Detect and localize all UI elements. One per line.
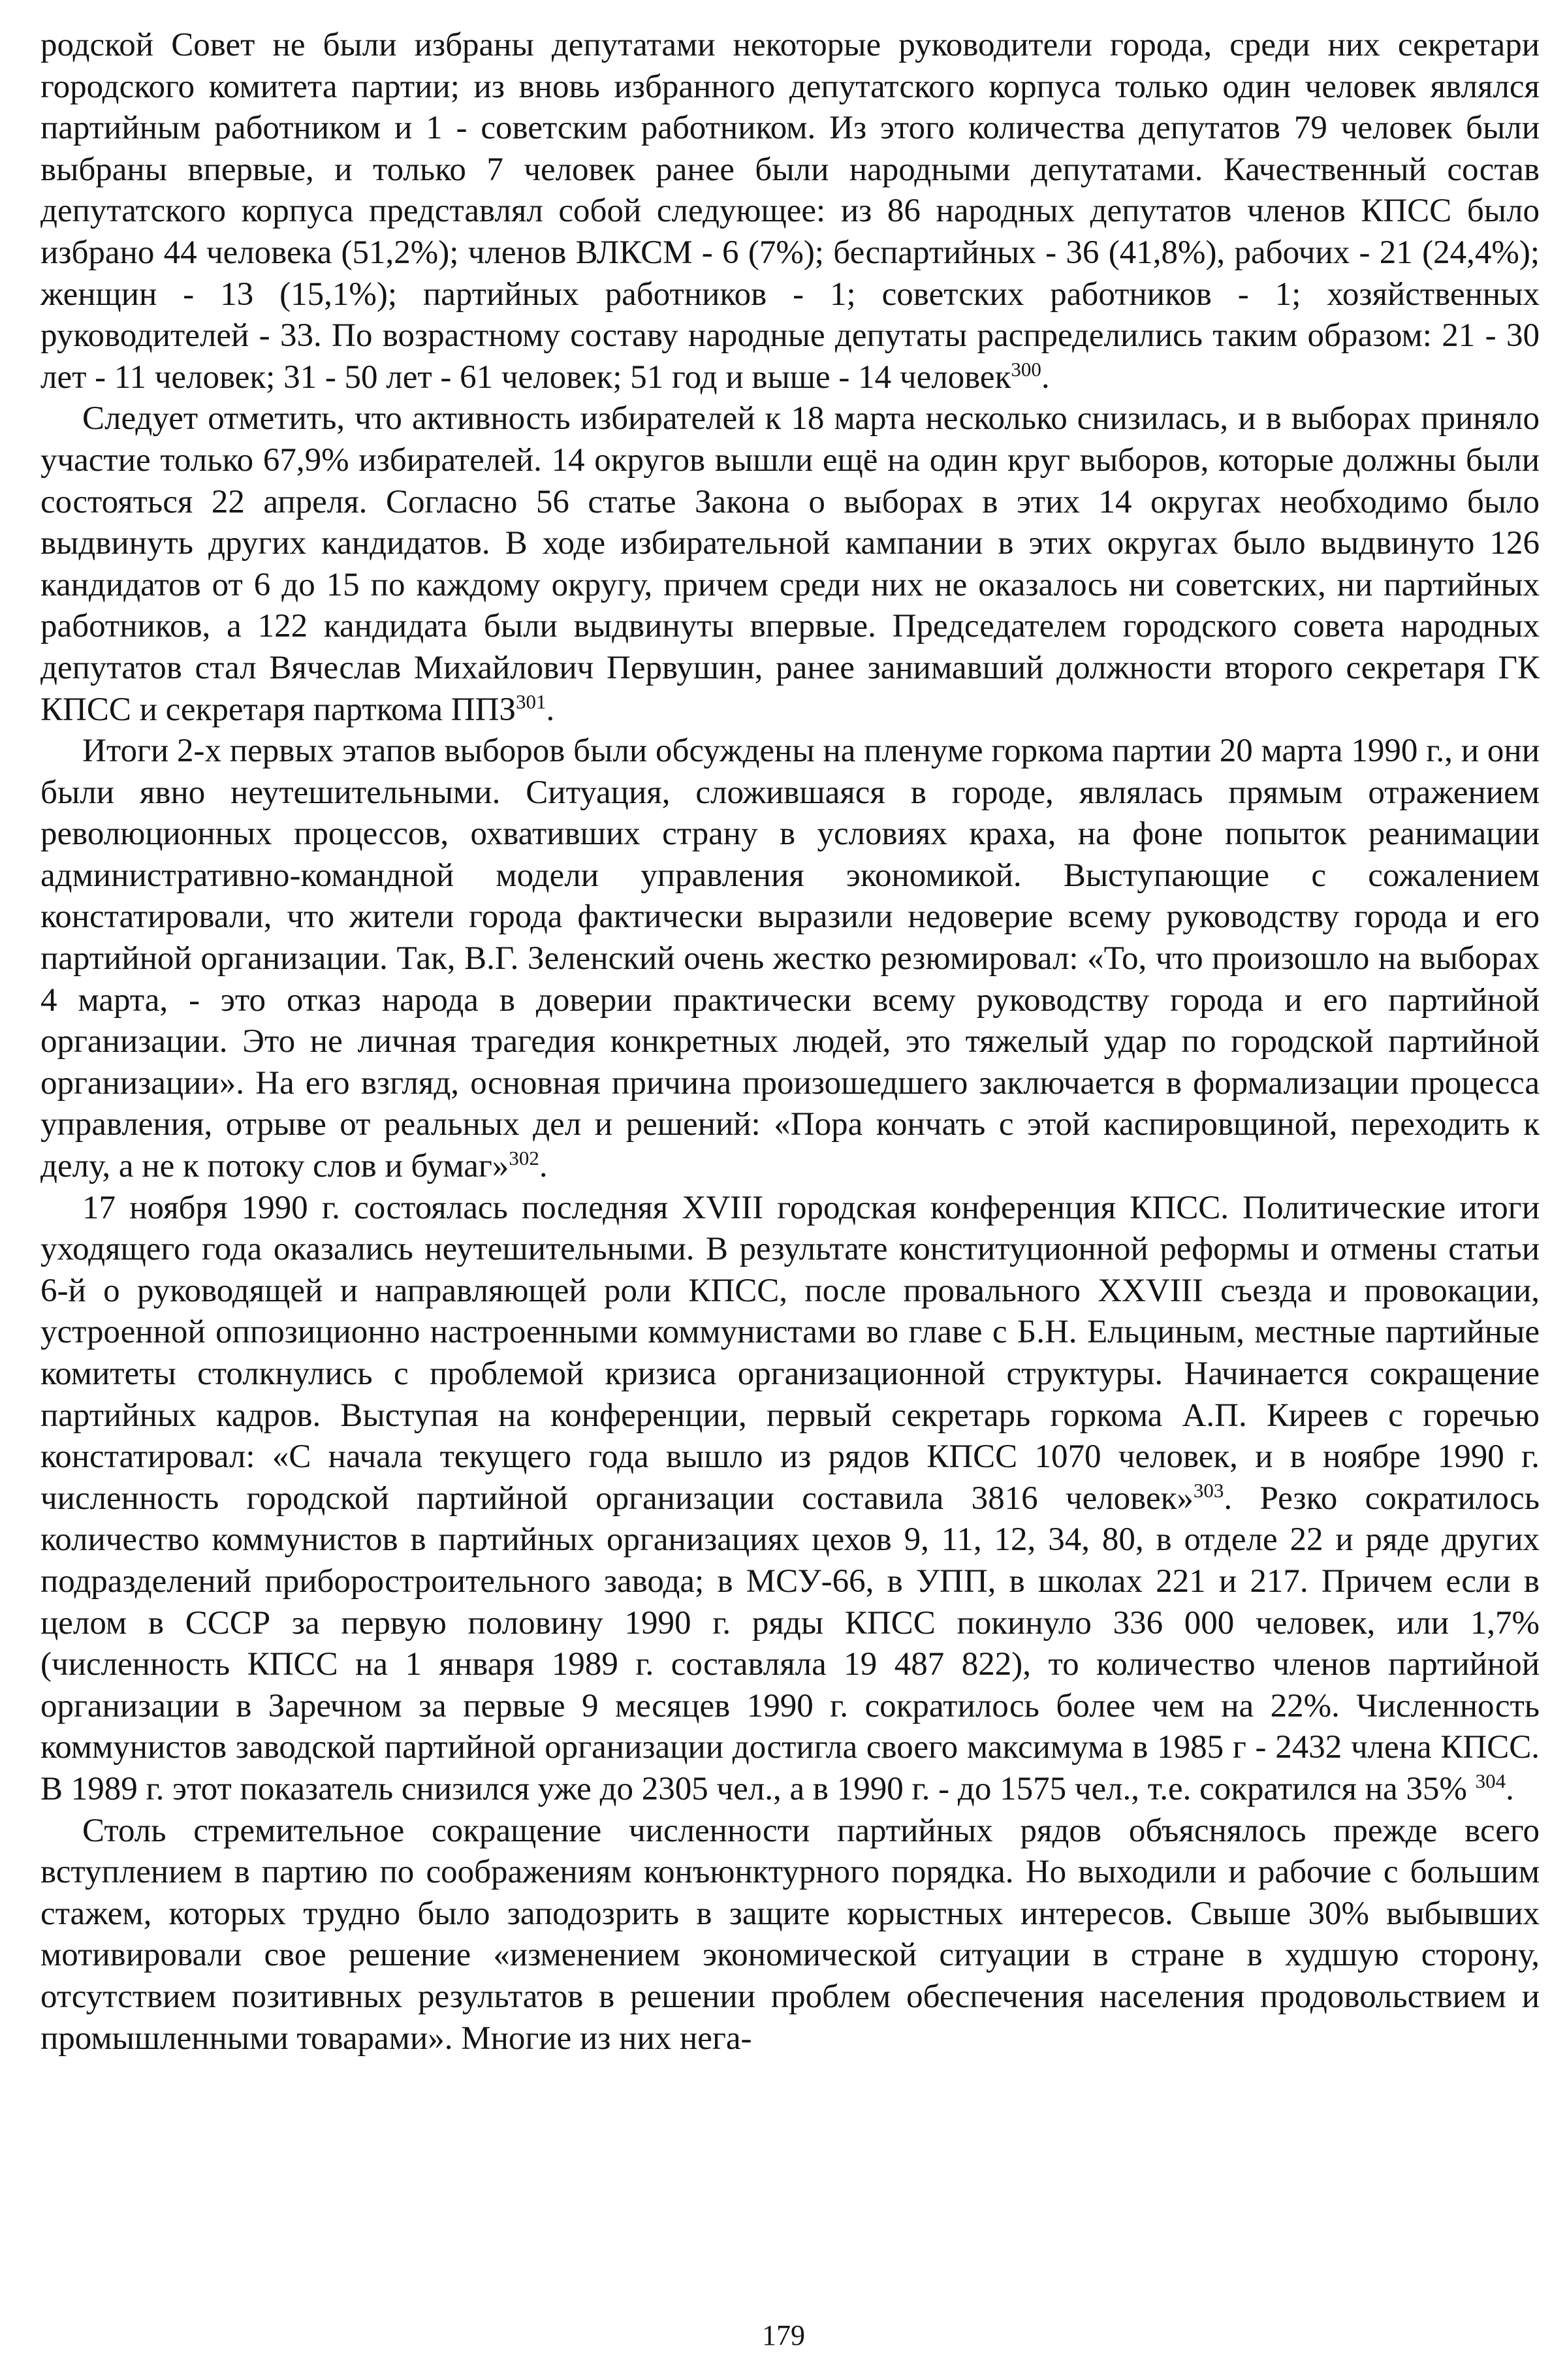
paragraph-3 (40, 731, 1540, 1188)
page-body (40, 25, 1540, 2059)
paragraph-2-tail: . (546, 691, 555, 728)
paragraph-3-tail: . (539, 1148, 548, 1185)
footnote-ref-303[interactable]: 303 (1193, 1478, 1224, 1502)
footnote-ref-300[interactable]: 300 (1011, 357, 1041, 381)
footnote-ref-301[interactable]: 301 (516, 690, 546, 713)
paragraph-1 (40, 25, 1540, 398)
paragraph-2 (40, 398, 1540, 731)
paragraph-5 (40, 1811, 1540, 2060)
paragraph-5-text: Столь стремительное сокращение численности партийных рядов объяснялось прежде всего вступлением в партию по соображениям конъюнктурного порядка. Но выходили и рабочие с большим стажем, которых трудно было заподозрить в защите корыстных интересов. Свыше 30% выбывших мотивировали свое решение «изменением экономической ситуации в стране в худшую сторону, отсутствием позитивных результатов в решении проблем обеспечения населения продовольствием и промышленными товарами». Многие из них нега- (40, 1812, 1540, 2057)
paragraph-1-text: родской Совет не были избраны депутатами некоторые руководители города, среди них секретари городского комитета партии; из вновь избранного депутатского корпуса только один человек являлся партийным работником и 1 - советским работником. Из этого количества депутатов 79 человек были выбраны впервые, и только 7 человек ранее были народными депутатами. Качественный состав депутатского корпуса представлял собой следующее: из 86 народных депутатов членов КПСС было избрано 44 человека (51,2%); членов ВЛКСМ - 6 (7%); беспартийных - 36 (41,8%), рабочих - 21 (24,4%); женщин - 13 (15,1%); партийных работников - 1; советских работников - 1; хозяйственных руководителей - 33. По возрастному составу народные депутаты распределились таким образом: 21 - 30 лет - 11 человек; 31 - 50 лет - 61 человек; 51 год и выше - 14 человек (40, 27, 1540, 396)
paragraph-4 (40, 1188, 1540, 1811)
footnote-ref-304[interactable]: 304 (1475, 1769, 1506, 1792)
paragraph-2-text: Следует отметить, что активность избирателей к 18 марта несколько снизилась, и в выборах приняло участие только 67,9% избирателей. 14 округов вышли ещё на один круг выборов, которые должны были состояться 22 апреля. Согласно 56 статье Закона о выборах в этих 14 округах необходимо было выдвинуть других кандидатов. В ходе избирательной кампании в этих округах было выдвинуто 126 кандидатов от 6 до 15 по каждому округу, причем среди них не оказалось ни советских, ни партийных работников, а 122 кандидата были выдвинуты впервые. Председателем городского совета народных депутатов стал Вячеслав Михайлович Первушин, ранее занимавший должности второго секретаря ГК КПСС и секретаря парткома ППЗ (40, 400, 1540, 728)
page-number: 179 (762, 2319, 805, 2351)
paragraph-3-text: Итоги 2-х первых этапов выборов были обсуждены на пленуме горкома партии 20 марта 1990 г., и они были явно неутешительными. Ситуация, сложившаяся в городе, являлась прямым отражением революционных процессов, охвативших страну в условиях краха, на фоне попыток реанимации административно-командной модели управления экономикой. Выступающие с сожалением констатировали, что жители города фактически выразили недоверие всему руководству города и его партийной организации. Так, В.Г. Зеленский очень жестко резюмировал: «То, что произошло на выборах 4 марта, - это отказ народа в доверии практически всему руководству города и его партийной организации. Это не личная трагедия конкретных людей, это тяжелый удар по городской партийной организации». На его взгляд, основная причина произошедшего заключается в формализации процесса управления, отрыве от реальных дел и решений: «Пора кончать с этой каспировщиной, переходить к делу, а не к потоку слов и бумаг» (40, 733, 1540, 1185)
paragraph-1-tail: . (1041, 358, 1050, 396)
paragraph-4-tail: . Резко сократилось количество коммунистов в партийных организациях цехов 9, 11, 12, 34, 80, в отделе 22 и ряде других подразделений приборостроительного завода; в МСУ-66, в УПП, в школах 221 и 217. Причем если в целом в СССР за первую половину 1990 г. ряды КПСС покинуло 336 000 человек, или 1,7% (численность КПСС на 1 января 1989 г. составляла 19 487 822), то количество членов партийной организации в Заречном за первые 9 месяцев 1990 г. сократилось более чем на 22%. Численность коммунистов заводской партийной организации достигла своего максимума в 1985 г - 2432 члена КПСС. В 1989 г. этот показатель снизился уже до 2305 чел., а в 1990 г. - до 1575 чел., т.е. сократился на 35% (40, 1480, 1540, 1807)
paragraph-4-text: 17 ноября 1990 г. состоялась последняя XVIII городская конференция КПСС. Политические итоги уходящего года оказались неутешительными. В результате конституционной реформы и отмены статьи 6-й о руководящей и направляющей роли КПСС, после провального XXVIII съезда и провокации, устроенной оппозиционно настроенными коммунистами во главе с Б.Н. Ельциным, местные партийные комитеты столкнулись с проблемой кризиса организационной структуры. Начинается сокращение партийных кадров. Выступая на конференции, первый секретарь горкома А.П. Киреев с горечью констатировал: «С начала текущего года вышло из рядов КПСС 1070 человек, и в ноябре 1990 г. численность городской партийной организации составила 3816 человек» (40, 1189, 1540, 1517)
paragraph-4-tail-2: . (1506, 1770, 1514, 1807)
footnote-ref-302[interactable]: 302 (509, 1147, 539, 1170)
